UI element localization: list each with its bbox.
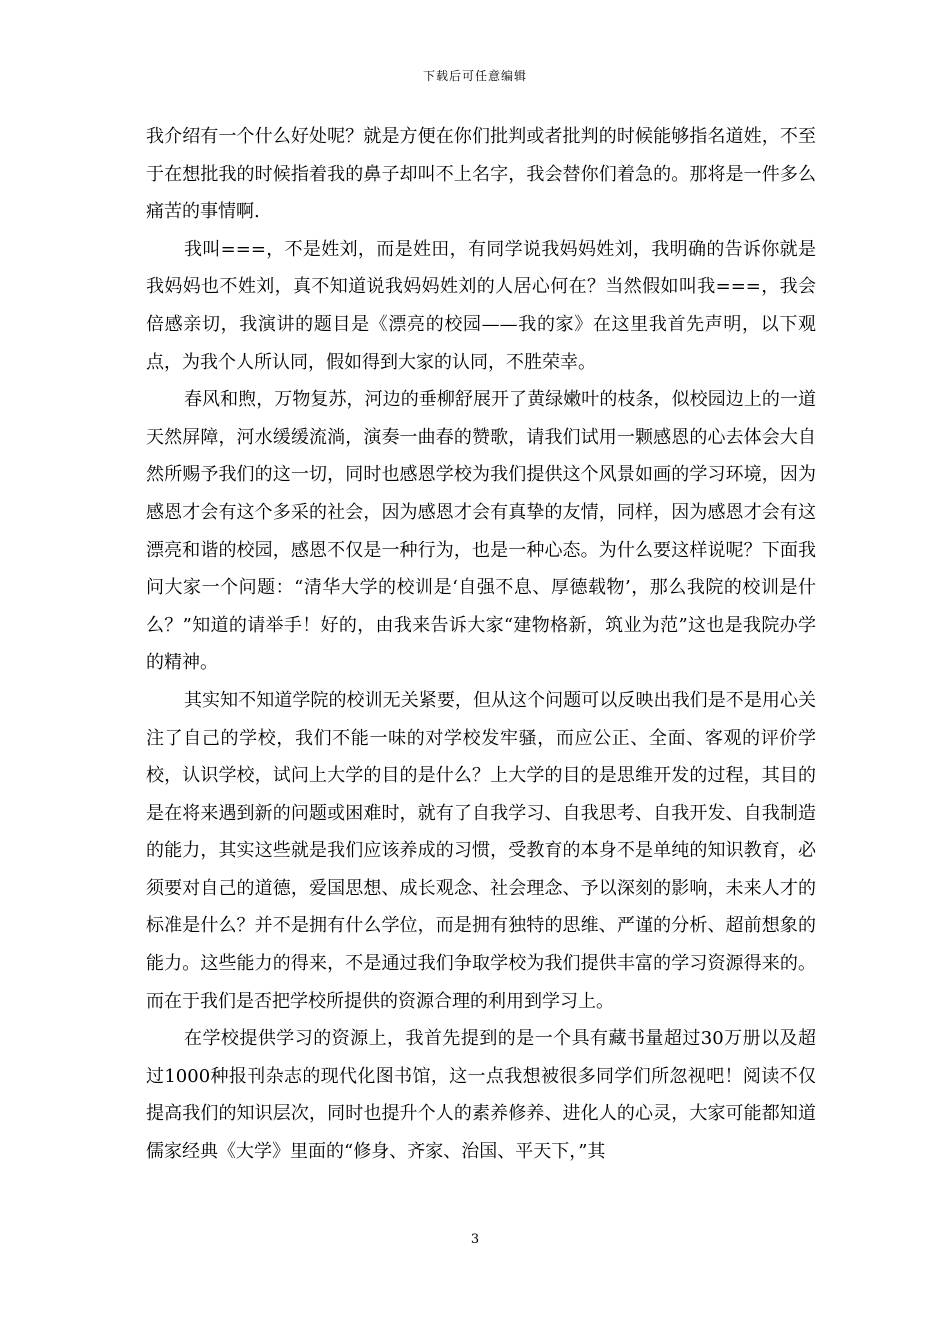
page-number: 3 — [470, 1232, 480, 1247]
page-header: 下载后可任意编辑 — [422, 69, 527, 83]
document-body — [146, 118, 816, 1171]
paragraph-intro-continued: 我介绍有一个什么好处呢？就是方便在你们批判或者批判的时候能够指名道姓，不至于在想批我的时候指着我的鼻子却叫不上名字，我会替你们着急的。那将是一件多么痛苦的事情啊. — [146, 126, 816, 223]
paragraph-library: 在学校提供学习的资源上，我首先提到的是一个具有藏书量超过30万册以及超过1000种报刊杂志的现代化图书馆，这一点我想被很多同学们所忽视吧！阅读不仅提高我们的知识层次，同时也提升个人的素养修养、进化人的心灵，大家可能都知道儒家经典《大学》里面的“修身、齐家、治国、平天下，”其 — [146, 1028, 816, 1163]
paragraph-spring-gratitude: 春风和煦，万物复苏，河边的垂柳舒展开了黄绿嫩叶的枝条，似校园边上的一道天然屏障，河水缓缓流淌，演奏一曲春的赞歌，请我们试用一颗感恩的心去体会大自然所赐予我们的这一切，同时也感恩学校为我们提供这个风景如画的学习环境，因为感恩才会有这个多采的社会，因为感恩才会有真挚的友情，同样，因为感恩才会有这漂亮和谐的校园，感恩不仅是一种行为，也是一种心态。为什么要这样说呢？下面我问大家一个问题：“清华大学的校训是‘自强不息、厚德载物’，那么我院的校训是什么？”知道的请举手！好的，由我来告诉大家“建物格新，筑业为范”这也是我院办学的精神。 — [146, 389, 816, 674]
paragraph-name-and-topic: 我叫===，不是姓刘，而是姓田，有同学说我妈妈姓刘，我明确的告诉你就是我妈妈也不姓刘，真不知道说我妈妈姓刘的人居心何在？当然假如叫我===，我会倍感亲切，我演讲的题目是《漂亮的校园——我的家》在这里我首先声明，以下观点，为我个人所认同，假如得到大家的认同，不胜荣幸。 — [146, 238, 816, 373]
paragraph-school-motto: 其实知不知道学院的校训无关紧要，但从这个问题可以反映出我们是不是用心关注了自己的学校，我们不能一味的对学校发牢骚，而应公正、全面、客观的评价学校，认识学校，试问上大学的目的是什么？上大学的目的是思维开发的过程，其目的是在将来遇到新的问题或困难时，就有了自我学习、自我思考、自我开发、自我制造的能力，其实这些就是我们应该养成的习惯，受教育的本身不是单纯的知识教育，必须要对自己的道德，爱国思想、成长观念、社会理念、予以深刻的影响，未来人才的标准是什么？并不是拥有什么学位，而是拥有独特的思维、严谨的分析、超前想象的能力。这些能力的得来，不是通过我们争取学校为我们提供丰富的学习资源得来的。而在于我们是否把学校所提供的资源合理的利用到学习上。 — [146, 689, 816, 1012]
